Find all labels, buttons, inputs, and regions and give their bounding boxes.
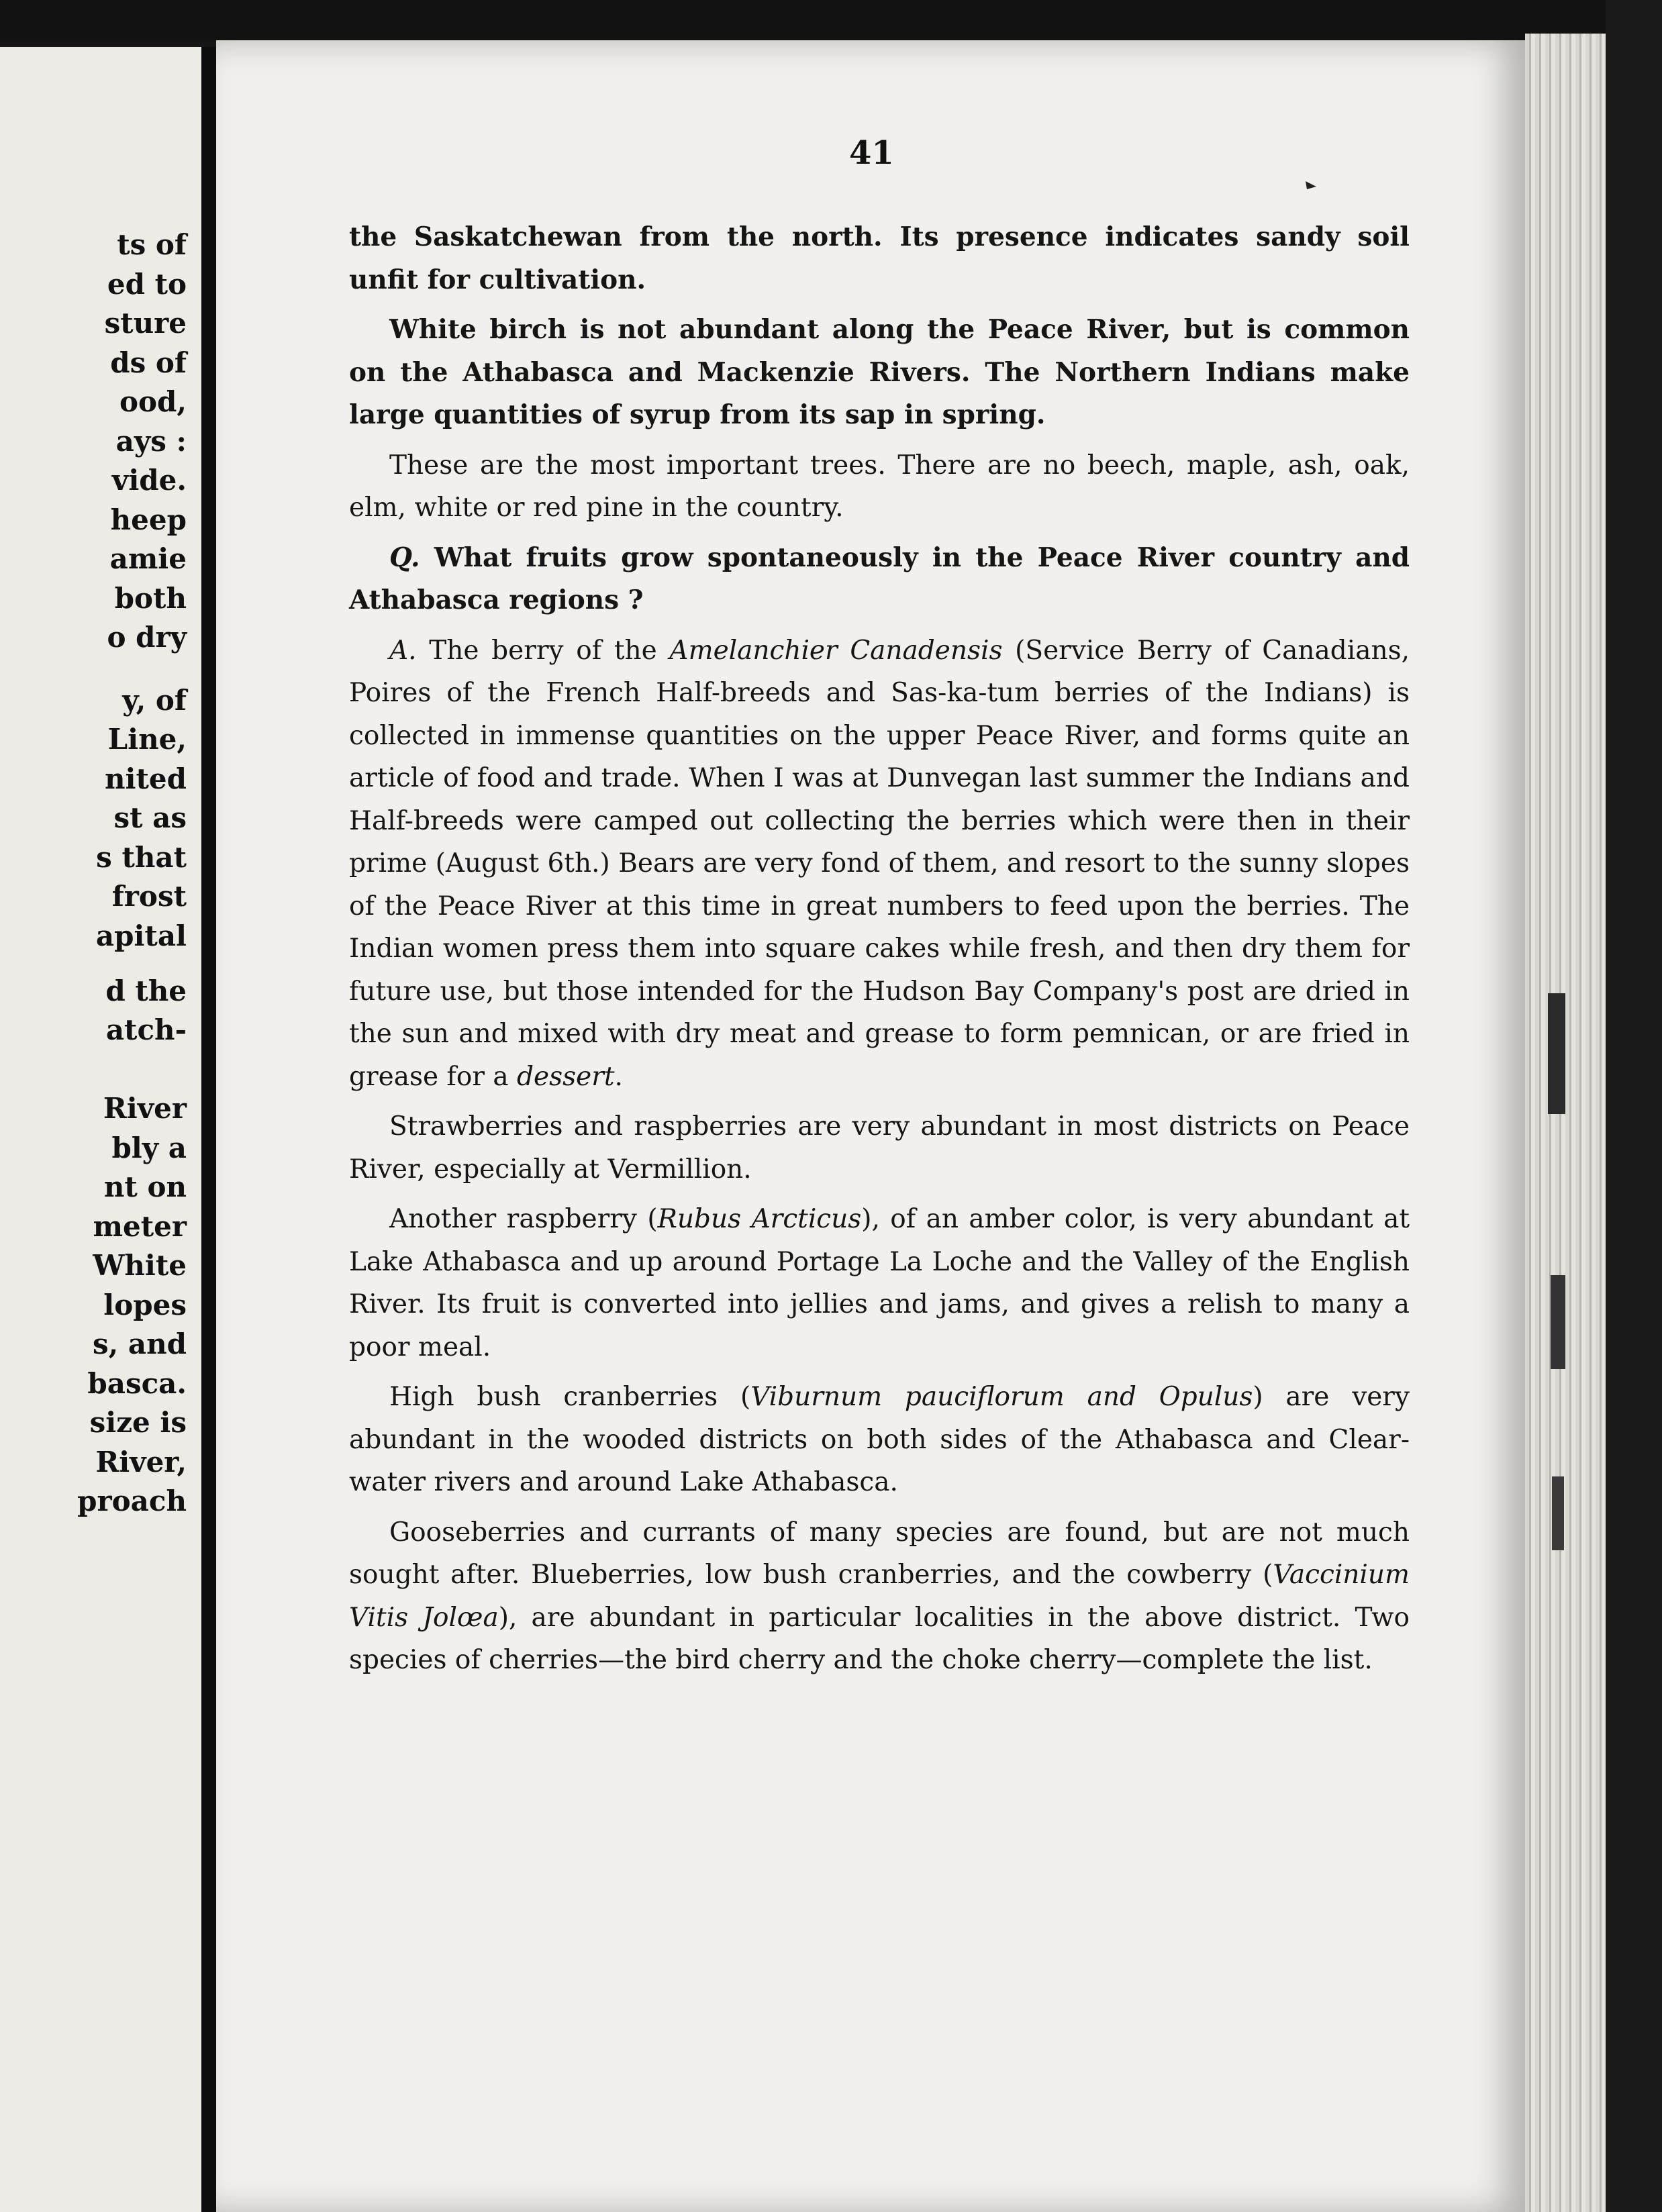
left-page-fragment: basca. — [87, 1366, 187, 1400]
left-page-fragment: ood, — [119, 385, 187, 418]
left-page-fragment: ds of — [110, 346, 187, 379]
left-page-fragment: s that — [96, 840, 187, 874]
left-page-fragment: vide. — [111, 464, 187, 497]
left-page-fragment: amie — [109, 542, 187, 575]
left-page-fragment: River, — [95, 1445, 187, 1478]
left-page-fragment: bly a — [111, 1131, 187, 1164]
left-page-fragment: Line, — [107, 723, 187, 756]
italic-word: dessert — [517, 1061, 615, 1092]
paragraph-text-start: Another raspberry ( — [389, 1204, 658, 1234]
left-page-fragment: apital — [95, 919, 187, 952]
left-page-fragment: both — [114, 581, 187, 615]
paragraph-text: Strawberries and raspberries are very abundant in most districts on Peace River, especially at Vermillion. — [349, 1111, 1410, 1185]
left-page-fragment: ts of — [117, 228, 187, 261]
left-page-fragment: frost — [111, 880, 187, 913]
left-page-fragment: White — [93, 1249, 187, 1282]
paragraph-text-start: High bush cranberries ( — [389, 1382, 751, 1412]
paragraph-text: the Saskatchewan from the north. Its presence indicates sandy soil unfit for cultivation. — [349, 221, 1410, 295]
left-page-fragment: meter — [93, 1209, 187, 1243]
paragraph-text: These are the most important trees. There are no beech, maple, ash, oak, elm, white or red pine in the country. — [349, 450, 1410, 523]
paragraph-text-end: ) are very abundant in the wooded districts on both sides of the Athabasca and Clear-water rivers and around Lake Athabasca. — [349, 1382, 1410, 1497]
paragraph-text-start: Gooseberries and currants of many species are found, but are not much sought after. Blueberries, low bush cranberries, and the cowberry ( — [349, 1517, 1410, 1590]
answer-text-start: The berry of the — [429, 635, 657, 666]
paragraph-text-end: ), are abundant in particular localities in the above district. Two species of cherries—the bird cherry and the choke cherry—complete the list. — [349, 1602, 1410, 1675]
left-page-fragment: ays : — [115, 424, 187, 458]
left-page-fragment: y, of — [122, 683, 187, 717]
answer-label: A. — [389, 635, 417, 666]
left-page-fragment: sture — [104, 307, 187, 340]
left-page-fragment: nt on — [103, 1170, 187, 1203]
left-page-fragment: d the — [105, 974, 187, 1007]
left-page-fragment: o dry — [107, 621, 187, 654]
ink-blot — [1551, 1275, 1565, 1369]
paragraph-text: White birch is not abundant along the Peace River, but is common on the Athabasca and Mackenzie Rivers. The Northern Indians make large quantities of syrup from its sap in spring. — [349, 314, 1410, 430]
latin-name: Vaccinium Vitis Jolœa — [349, 1560, 1410, 1633]
left-page-fragment: ed to — [107, 267, 187, 301]
left-page-fragment: st as — [113, 801, 187, 835]
left-page-fragment: size is — [89, 1406, 187, 1439]
ink-blot — [1548, 993, 1565, 1114]
left-page-fragment: lopes — [103, 1288, 187, 1321]
left-page-fragment: s, and — [92, 1327, 187, 1360]
left-page-fragment: nited — [105, 762, 187, 795]
page-number: 41 — [849, 134, 894, 172]
question-label: Q. — [389, 542, 420, 573]
left-page-fragment: atch- — [105, 1013, 187, 1046]
paragraph-text-end: ), of an amber color, is very abundant at Lake Athabasca and up around Portage La Loche and the Valley of the English River. Its fruit is converted into jellies and jams, and gives a relish to many a poor meal. — [349, 1204, 1410, 1362]
left-page-fragment: heep — [110, 503, 187, 536]
answer-text-body: (Service Berry of Canadians, Poires of the French Half-breeds and Sas-ka-tum berries of the Indians) is collected in immense quantities on the upper Peace River, and forms quite an article of food and trade. When I was at Dunvegan last summer the Indians and Half-breeds were camped out collecting the berries which were then in their prime (August 6th.) Bears are very fond of them, and resort to the sunny slopes of the Peace River at this time in great numbers to feed upon the berries. The Indian women press them into square cakes while fresh, and then dry them for future use, but those intended for the Hudson Bay Company's post are dried in the sun and mixed with dry meat and grease to form pemnican, or are fried in grease for a — [349, 635, 1410, 1092]
latin-name: Viburnum pauciflorum and Opulus — [750, 1382, 1253, 1412]
latin-name: Amelanchier Canadensis — [669, 635, 1003, 666]
left-page-fragment: proach — [77, 1485, 187, 1517]
question-text: What fruits grow spontaneously in the Peace River country and Athabasca regions ? — [349, 542, 1410, 615]
ink-blot — [1552, 1476, 1564, 1550]
ink-speck — [1306, 181, 1316, 189]
punctuation: . — [614, 1061, 623, 1092]
latin-name: Rubus Arcticus — [657, 1204, 862, 1234]
left-page-fragment: River — [103, 1092, 187, 1125]
